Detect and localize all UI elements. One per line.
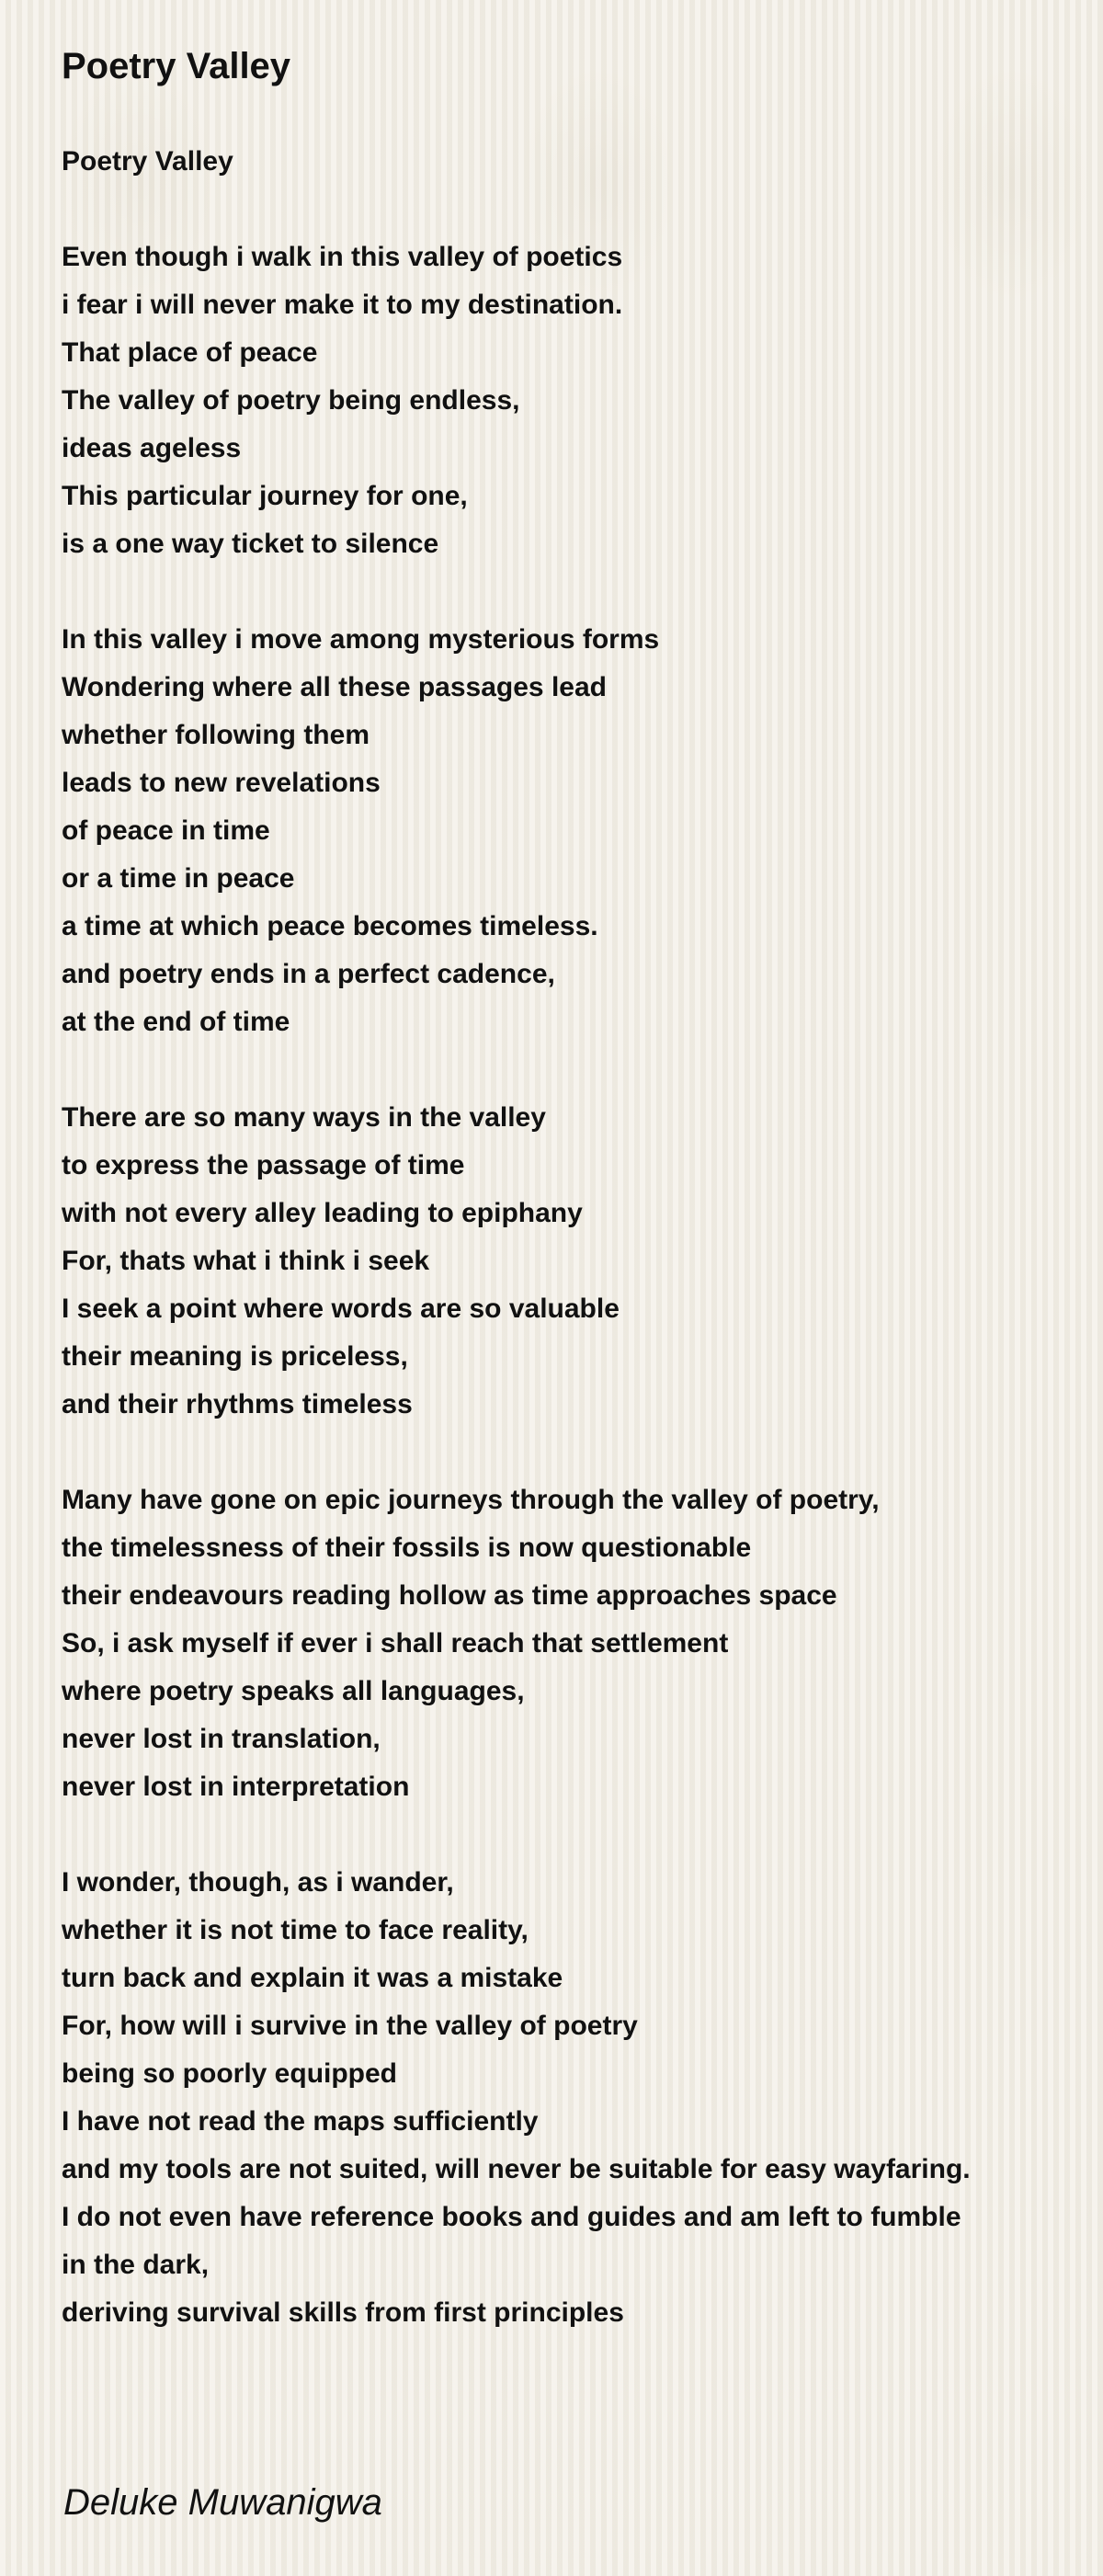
poem-line: never lost in interpretation [62,1772,410,1802]
poem-line: I wonder, though, as i wander, [62,1867,454,1898]
poem-line: That place of peace [62,337,318,368]
poem-line: whether following them [62,720,370,750]
poem-line: This particular journey for one, [62,481,468,511]
stanza-break [62,186,1073,234]
stanza-break [62,568,1073,616]
poem-line: their endeavours reading hollow as time approaches space [62,1580,837,1611]
poem-line: So, i ask myself if ever i shall reach that settlement [62,1628,729,1658]
poem-line: The valley of poetry being endless, [62,385,520,416]
poem-line: deriving survival skills from first principles [62,2297,624,2328]
poem-line: a time at which peace becomes timeless. [62,911,598,941]
poem-line: Many have gone on epic journeys through the valley of poetry, [62,1485,880,1515]
poem-line: Even though i walk in this valley of poetics [62,242,623,272]
poem-line: Poetry Valley [62,146,233,177]
poem-line: where poetry speaks all languages, [62,1676,525,1706]
poem-line: turn back and explain it was a mistake [62,1963,563,1993]
stanza-break [62,1811,1073,1859]
poem-line: I have not read the maps sufficiently [62,2106,539,2137]
poem-line: whether it is not time to face reality, [62,1915,529,1945]
poem-line: their meaning is priceless, [62,1341,408,1372]
poem-line: i fear i will never make it to my destination. [62,290,623,320]
poem-body [62,138,1073,2337]
poem-line: There are so many ways in the valley [62,1102,546,1133]
poem-line: For, how will i survive in the valley of poetry [62,2011,638,2041]
poem-line: is a one way ticket to silence [62,529,439,559]
poem-line: in the dark, [62,2250,210,2280]
poem-line: and poetry ends in a perfect cadence, [62,959,555,989]
poem-line: I do not even have reference books and guides and am left to fumble [62,2202,961,2232]
poem-line: ideas ageless [62,433,242,463]
poem-line: In this valley i move among mysterious forms [62,624,660,655]
poem-line: and my tools are not suited, will never be suitable for easy wayfaring. [62,2154,971,2184]
poem-line: or a time in peace [62,863,295,894]
poem-line: being so poorly equipped [62,2058,398,2089]
poem-line: leads to new revelations [62,768,381,798]
stanza-break [62,1046,1073,1094]
poem-line: of peace in time [62,815,270,846]
poem-line: never lost in translation, [62,1724,381,1754]
poem-line: at the end of time [62,1007,290,1037]
poem-title: Poetry Valley [62,46,291,86]
poem-line: I seek a point where words are so valuable [62,1294,620,1324]
poem-line: For, thats what i think i seek [62,1246,430,1276]
poem-line: to express the passage of time [62,1150,465,1180]
poem-author: Deluke Muwanigwa [63,2482,382,2523]
poem-line: Wondering where all these passages lead [62,672,607,702]
poem-line: the timelessness of their fossils is now questionable [62,1533,752,1563]
poem-line: and their rhythms timeless [62,1389,413,1419]
poem-line: with not every alley leading to epiphany [62,1198,583,1228]
stanza-break [62,1429,1073,1476]
